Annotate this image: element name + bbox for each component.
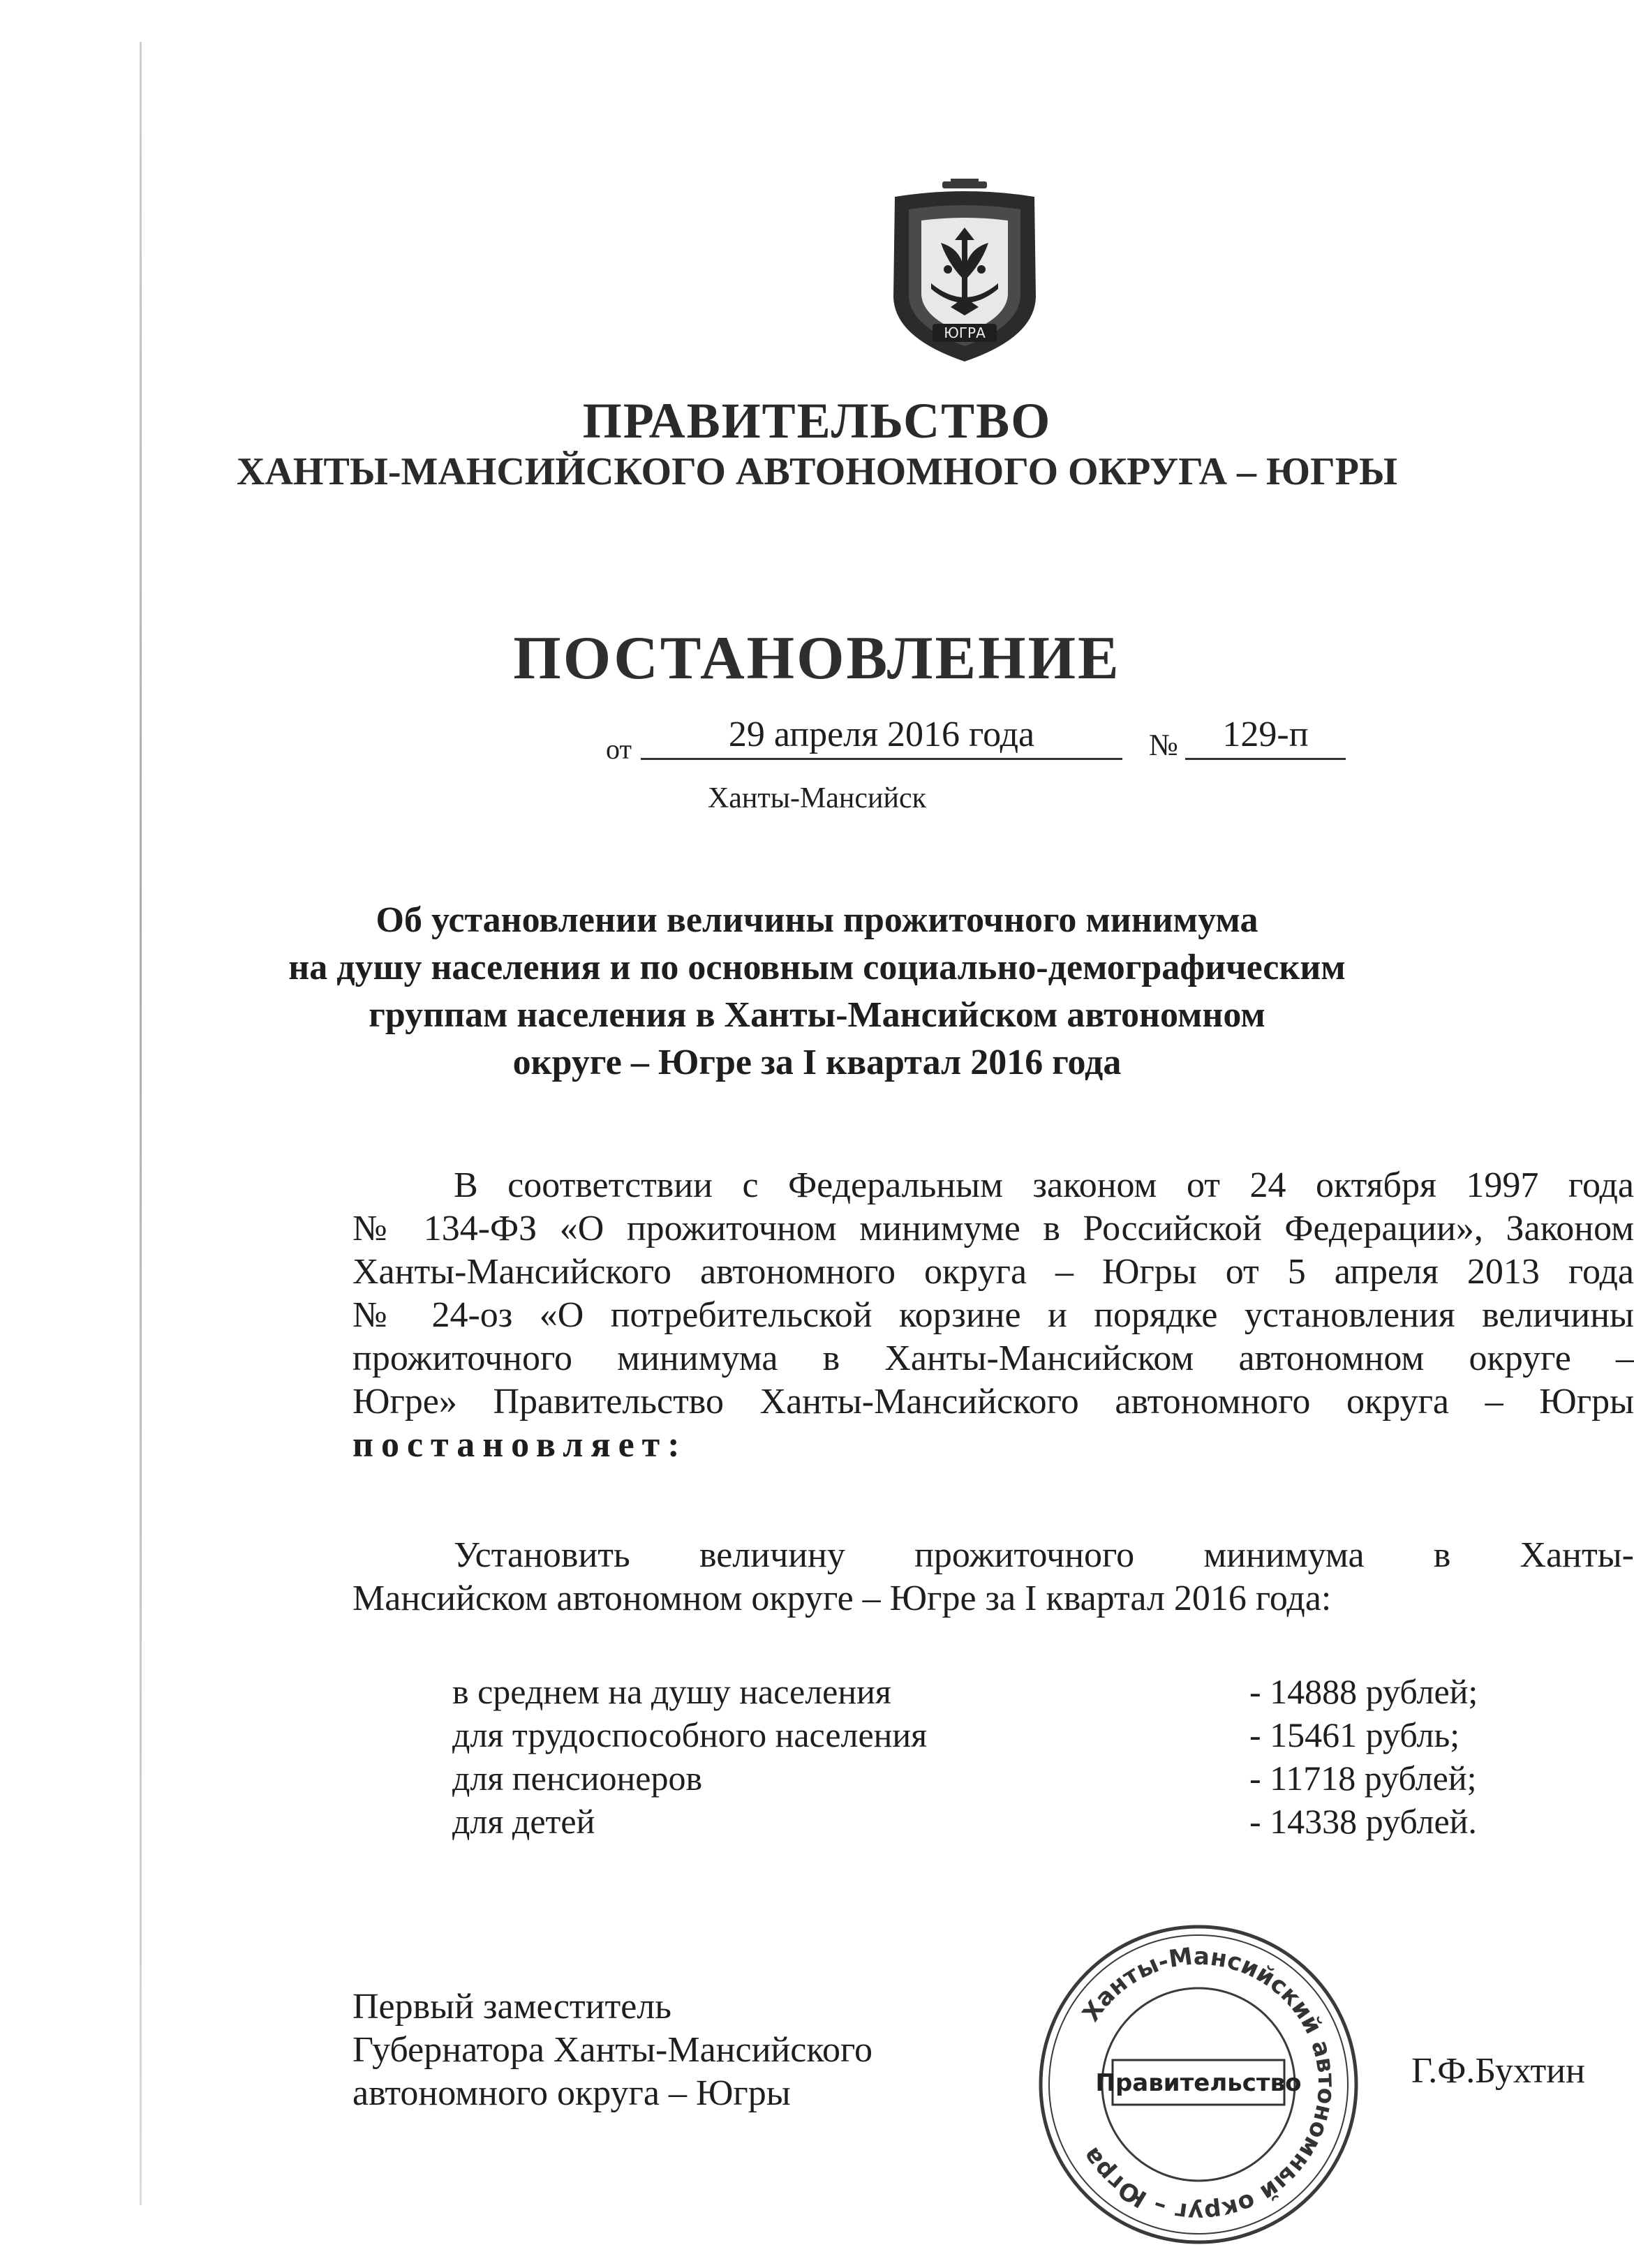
value-label-working: для трудоспособного населения [452, 1715, 928, 1754]
government-title: ПРАВИТЕЛЬСТВО [582, 393, 1052, 449]
signatory-name: Г.Ф.Бухтин [1411, 2051, 1585, 2091]
scan-edge [140, 42, 142, 2205]
region-title: ХАНТЫ-МАНСИЙСКОГО АВТОНОМНОГО ОКРУГА – ЮГРЫ [237, 450, 1397, 493]
value-label-children: для детей [452, 1802, 595, 1841]
signatory-position: Губернатора Ханты-Мансийского [352, 2030, 872, 2070]
decision-line: Мансийском автономном округе – Югре за I квартал 2016 года: [352, 1579, 1332, 1618]
coat-of-arms-icon [881, 179, 1048, 368]
decision-paragraph [352, 1534, 1634, 1620]
decision-line: Установить величину прожиточного минимума в Ханты- [454, 1535, 1634, 1575]
document-date: 29 апреля 2016 года [641, 712, 1122, 760]
subject-line: Об установлении величины прожиточного минимума [376, 900, 1258, 940]
value-label-average: в среднем на душу населения [452, 1672, 891, 1711]
subject-line: округе – Югре за I квартал 2016 года [512, 1043, 1122, 1082]
document-city: Ханты-Мансийск [707, 782, 927, 814]
value-amount-pensioners: - 11718 рублей; [1249, 1759, 1477, 1798]
document-subject [0, 897, 1634, 1087]
preamble-line: прожиточного минимума в Ханты-Мансийском автономном округе – [352, 1338, 1634, 1378]
value-amount-working: - 15461 рубль; [1249, 1715, 1460, 1754]
value-amount-average: - 14888 рублей; [1249, 1672, 1478, 1711]
document-type-title: ПОСТАНОВЛЕНИЕ [513, 625, 1121, 692]
preamble-line: Югре» Правительство Ханты-Мансийского автономного округа – Югры [352, 1382, 1634, 1422]
preamble-paragraph [352, 1164, 1634, 1467]
signatory-position: Первый заместитель [352, 1987, 671, 2027]
document-number: 129-п [1185, 712, 1346, 760]
preamble-line: Ханты-Мансийского автономного округа – Югры от 5 апреля 2013 года [352, 1252, 1634, 1292]
preamble-line: № 134-ФЗ «О прожиточном минимуме в Российской Федерации», Законом [352, 1209, 1634, 1248]
signatory-position: автономного округа – Югры [352, 2073, 791, 2113]
preamble-line: В соответствии с Федеральным законом от 24 октября 1997 года [454, 1165, 1634, 1205]
resolves-word: постановляет: [352, 1425, 688, 1465]
official-seal-icon [1034, 1920, 1362, 2248]
date-prefix: от [606, 733, 632, 765]
number-prefix: № [1149, 728, 1178, 762]
svg-text:Правительство: Правительство [1095, 2069, 1302, 2097]
value-amount-children: - 14338 рублей. [1249, 1802, 1477, 1841]
value-label-pensioners: для пенсионеров [452, 1759, 703, 1798]
subject-line: на душу населения и по основным социально-демографическим [288, 948, 1346, 987]
svg-text:Ханты-Мансийский автономный ок: Ханты-Мансийский автономный округ – Югра [1077, 1942, 1341, 2227]
preamble-line: № 24-оз «О потребительской корзине и порядке установления величины [352, 1295, 1634, 1335]
svg-text:ЮГРА: ЮГРА [944, 324, 986, 341]
subject-line: группам населения в Ханты-Мансийском автономном [369, 995, 1265, 1035]
